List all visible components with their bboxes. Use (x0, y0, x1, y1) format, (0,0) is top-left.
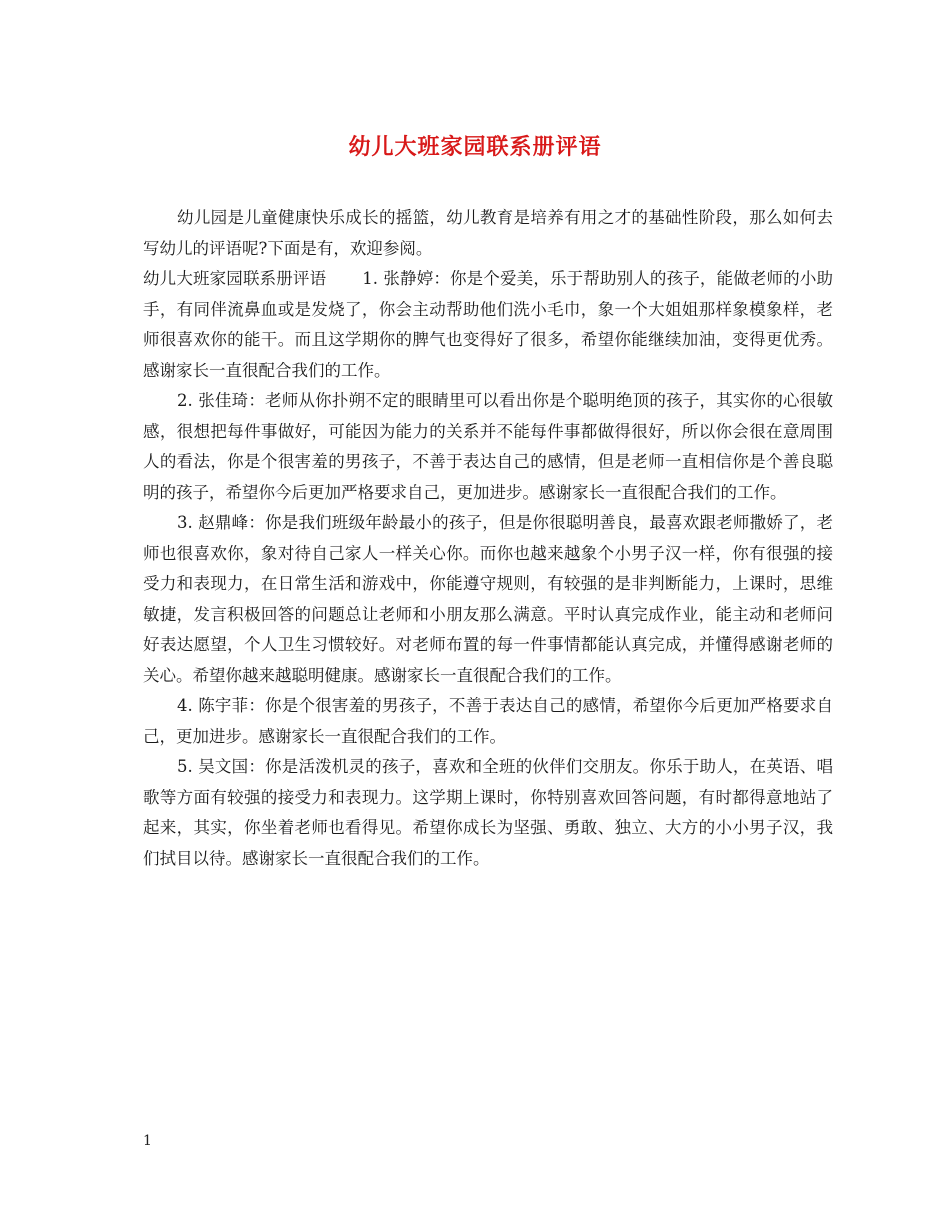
entry-paragraph: 2. 张佳琦：老师从你扑朔不定的眼睛里可以看出你是个聪明绝顶的孩子，其实你的心很敏感，很想把每件事做好，可能因为能力的关系并不能每件事都做得很好，所以你会很在意周围人的看法，你是个很害羞的男孩子，不善于表达自己的感情，但是老师一直相信你是个善良聪明的孩子，希望你今后更加严格要求自己，更加进步。感谢家长一直很配合我们的工作。 (143, 391, 833, 502)
section-heading: 幼儿大班家园联系册评语 (143, 269, 327, 288)
page-number: 1 (143, 1133, 152, 1149)
intro-paragraph: 幼儿园是儿童健康快乐成长的摇篮，幼儿教育是培养有用之才的基础性阶段，那么如何去写幼儿的评语呢?下面是有，欢迎参阅。 (143, 208, 833, 258)
entry-paragraph-first (143, 264, 833, 386)
document-title: 幼儿大班家园联系册评语 (348, 134, 602, 160)
entry-paragraph: 4. 陈宇菲：你是个很害羞的男孩子，不善于表达自己的感情，希望你今后更加严格要求自己，更加进步。感谢家长一直很配合我们的工作。 (143, 696, 833, 746)
entry-text: 1. 张静婷：你是个爱美，乐于帮助别人的孩子，能做老师的小助手，有同伴流鼻血或是发烧了，你会主动帮助他们洗小毛巾，象一个大姐姐那样象模象样，老师很喜欢你的能干。而且这学期你的脾气也变得好了很多，希望你能继续加油，变得更优秀。感谢家长一直很配合我们的工作。 (143, 269, 834, 380)
entry-paragraph: 3. 赵鼎峰：你是我们班级年龄最小的孩子，但是你很聪明善良，最喜欢跟老师撒娇了，老师也很喜欢你，象对待自己家人一样关心你。而你也越来越象个小男子汉一样，你有很强的接受力和表现力，在日常生活和游戏中，你能遵守规则，有较强的是非判断能力，上课时，思维敏捷，发言积极回答的问题总让老师和小朋友那么满意。平时认真完成作业，能主动和老师问好表达愿望，个人卫生习惯较好。对老师布置的每一件事情都能认真完成，并懂得感谢老师的关心。希望你越来越聪明健康。感谢家长一直很配合我们的工作。 (143, 513, 833, 685)
entry-paragraph: 5. 吴文国：你是活泼机灵的孩子，喜欢和全班的伙伴们交朋友。你乐于助人，在英语、唱歌等方面有较强的接受力和表现力。这学期上课时，你特别喜欢回答问题，有时都得意地站了起来，其实，你坐着老师也看得见。希望你成长为坚强、勇敢、独立、大方的小小男子汉，我们拭目以待。感谢家长一直很配合我们的工作。 (143, 757, 833, 868)
document-body (143, 203, 833, 874)
